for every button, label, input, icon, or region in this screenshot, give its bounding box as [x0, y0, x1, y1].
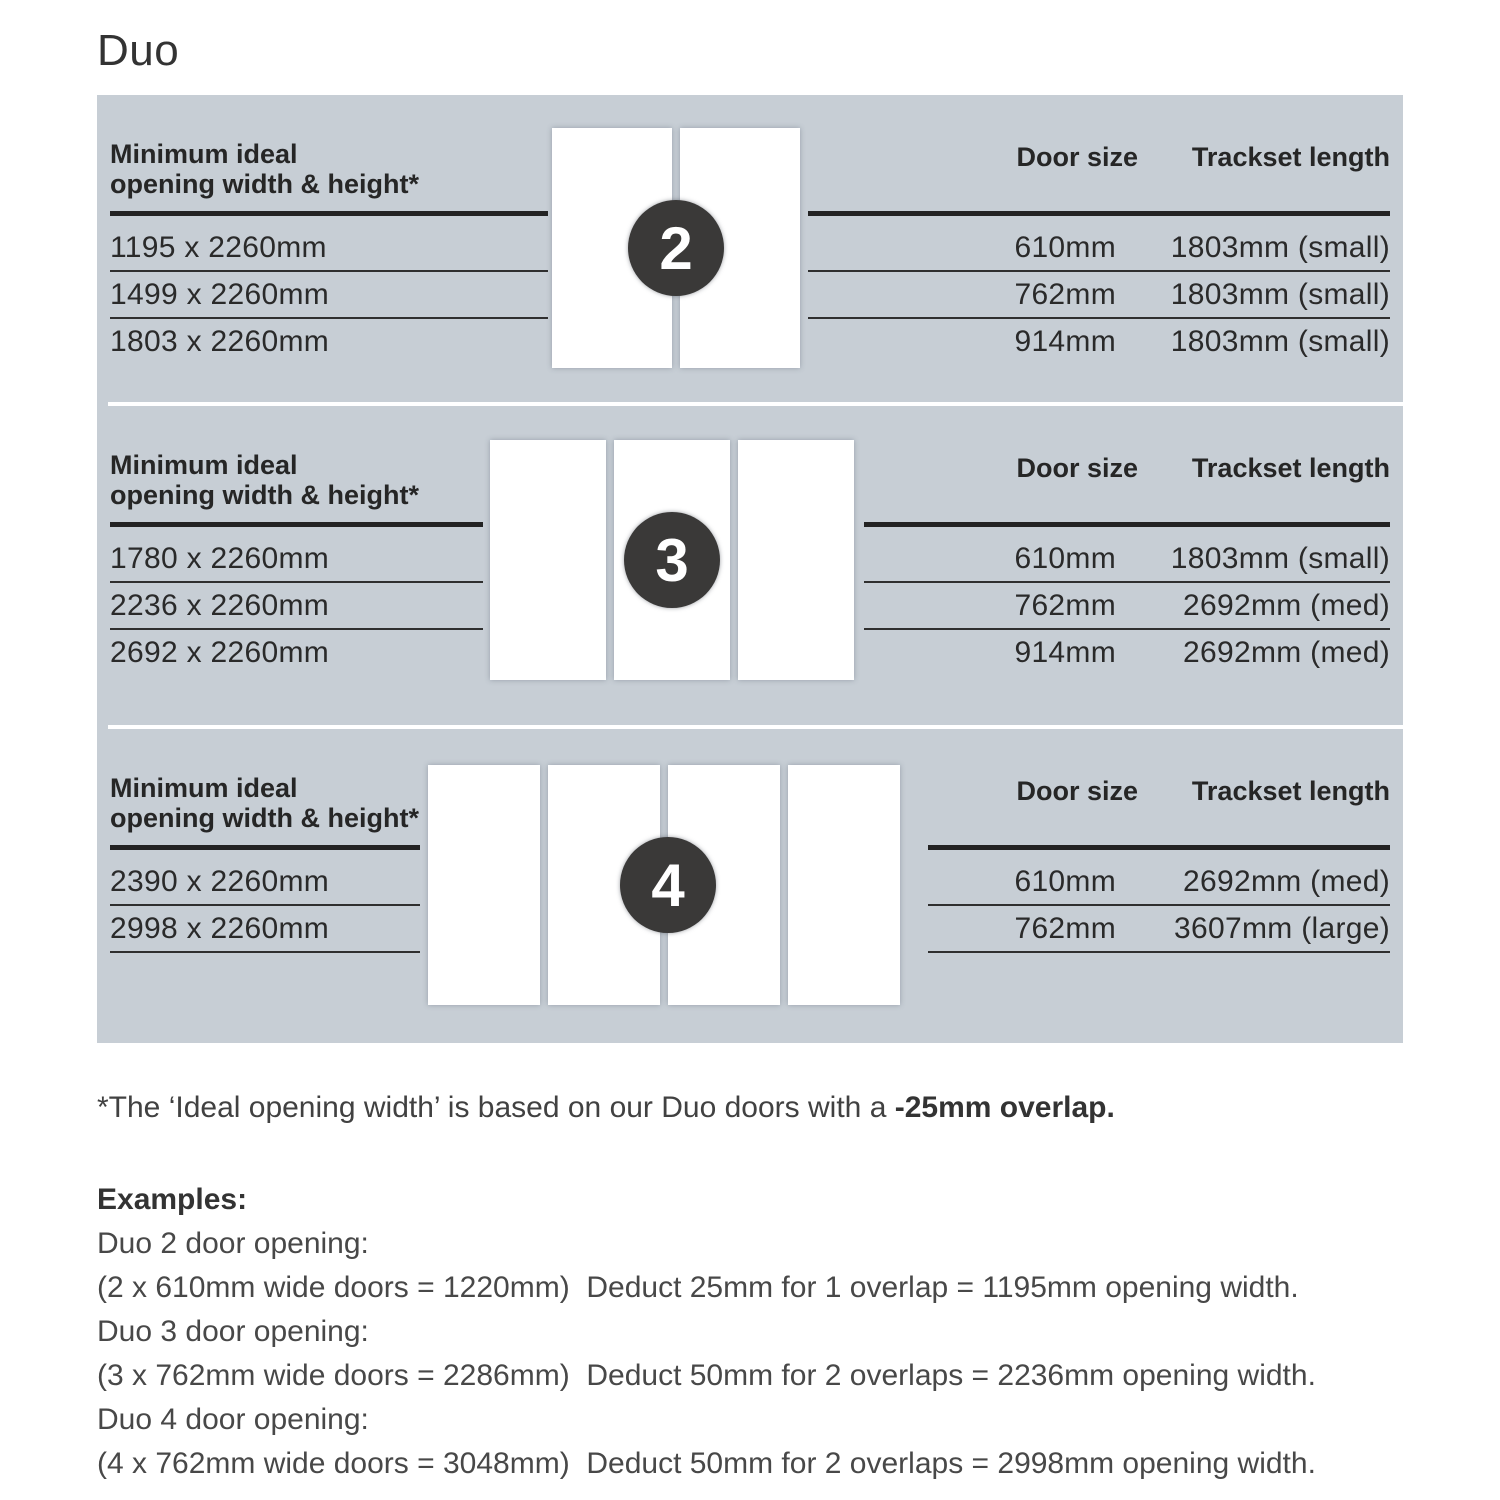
min-opening-row: 1780 x 2260mm [110, 536, 483, 583]
door-size-header: Door size [1016, 142, 1138, 172]
min-opening-row: 2998 x 2260mm [110, 906, 420, 953]
section-3-door [97, 406, 1403, 725]
trackset-length-value: 1803mm (small) [1170, 542, 1390, 575]
min-opening-row: 1803 x 2260mm [110, 325, 330, 358]
door-size-value: 762mm [1014, 589, 1116, 622]
spec-table-rule [808, 211, 1390, 216]
example-detail: (3 x 762mm wide doors = 2286mm) Deduct 50mm for 2 overlaps = 2236mm opening width. [97, 1359, 1316, 1392]
trackset-length-header: Trackset length [1191, 142, 1390, 172]
min-opening-heading-line2: opening width & height* [110, 480, 419, 510]
min-opening-heading-line1: Minimum ideal [110, 773, 298, 803]
overlap-footnote-text: *The ‘Ideal opening width’ is based on our Duo doors with a [97, 1091, 895, 1124]
section-4-door [97, 729, 1403, 1043]
spec-row [808, 225, 1390, 272]
min-opening-heading [110, 450, 419, 510]
door-count-badge: 3 [624, 512, 720, 608]
trackset-length-header: Trackset length [1191, 776, 1390, 806]
trackset-length-value: 3607mm (large) [1174, 912, 1390, 945]
examples-block [97, 1178, 1316, 1486]
example-detail: (4 x 762mm wide doors = 3048mm) Deduct 50mm for 2 overlaps = 2998mm opening width. [97, 1447, 1316, 1480]
min-opening-row: 2390 x 2260mm [110, 859, 420, 906]
example-label: Duo 4 door opening: [97, 1403, 369, 1436]
spec-row [808, 272, 1390, 319]
min-opening-heading-line2: opening width & height* [110, 169, 419, 199]
trackset-length-value: 1803mm (small) [1170, 231, 1390, 264]
door-panel [428, 765, 540, 1005]
spec-row [864, 583, 1390, 630]
trackset-length-value: 1803mm (small) [1170, 278, 1390, 311]
spec-table-header [808, 127, 1390, 187]
door-size-value: 762mm [1014, 912, 1116, 945]
door-panel [738, 440, 854, 680]
min-opening-heading [110, 139, 419, 199]
min-opening-heading [110, 773, 419, 833]
min-opening-rows [110, 225, 548, 364]
spec-row [864, 630, 1390, 675]
min-opening-rule [110, 522, 483, 527]
section-2-door [97, 95, 1403, 402]
min-opening-heading-line1: Minimum ideal [110, 139, 298, 169]
overlap-footnote [97, 1088, 1115, 1128]
example-label: Duo 2 door opening: [97, 1227, 369, 1260]
door-size-value: 610mm [1014, 542, 1116, 575]
trackset-length-value: 2692mm (med) [1183, 636, 1390, 669]
spec-row [864, 536, 1390, 583]
spec-table [808, 95, 1390, 402]
trackset-length-value: 2692mm (med) [1183, 589, 1390, 622]
min-opening-column [110, 406, 483, 725]
door-panel [490, 440, 606, 680]
door-size-value: 610mm [1014, 231, 1116, 264]
min-opening-row: 2236 x 2260mm [110, 583, 483, 630]
min-opening-heading-line2: opening width & height* [110, 803, 419, 833]
spec-table-header [864, 438, 1390, 498]
door-size-value: 914mm [1014, 325, 1116, 358]
spec-table-rows [928, 859, 1390, 953]
min-opening-row: 1195 x 2260mm [110, 225, 548, 272]
door-panel [788, 765, 900, 1005]
spec-row [928, 906, 1390, 953]
min-opening-column [110, 729, 420, 1043]
min-opening-row: 1499 x 2260mm [110, 272, 548, 319]
spec-table [864, 406, 1390, 725]
spec-table-rule [928, 845, 1390, 850]
page-title: Duo [97, 26, 180, 75]
example-detail: (2 x 610mm wide doors = 1220mm) Deduct 25mm for 1 overlap = 1195mm opening width. [97, 1271, 1299, 1304]
duo-spec-panel [97, 95, 1403, 1043]
spec-table-header [928, 761, 1390, 821]
door-size-header: Door size [1016, 776, 1138, 806]
example-label: Duo 3 door opening: [97, 1315, 369, 1348]
min-opening-row: 2692 x 2260mm [110, 636, 330, 669]
min-opening-rule [110, 211, 548, 216]
spec-table-rule [864, 522, 1390, 527]
door-count-badge: 2 [628, 200, 724, 296]
door-size-value: 762mm [1014, 278, 1116, 311]
trackset-length-value: 1803mm (small) [1170, 325, 1390, 358]
door-size-value: 914mm [1014, 636, 1116, 669]
trackset-length-value: 2692mm (med) [1183, 865, 1390, 898]
overlap-footnote-bold: -25mm overlap. [894, 1091, 1115, 1124]
spec-table-rows [864, 536, 1390, 675]
door-size-value: 610mm [1014, 865, 1116, 898]
min-opening-column [110, 95, 548, 402]
spec-row [928, 859, 1390, 906]
spec-row [808, 319, 1390, 364]
min-opening-heading-line1: Minimum ideal [110, 450, 298, 480]
examples-heading: Examples: [97, 1183, 248, 1216]
spec-table [928, 729, 1390, 1043]
min-opening-rule [110, 845, 420, 850]
min-opening-rows [110, 859, 420, 953]
door-size-header: Door size [1016, 453, 1138, 483]
min-opening-rows [110, 536, 483, 675]
spec-table-rows [808, 225, 1390, 364]
trackset-length-header: Trackset length [1191, 453, 1390, 483]
door-count-badge: 4 [620, 837, 716, 933]
